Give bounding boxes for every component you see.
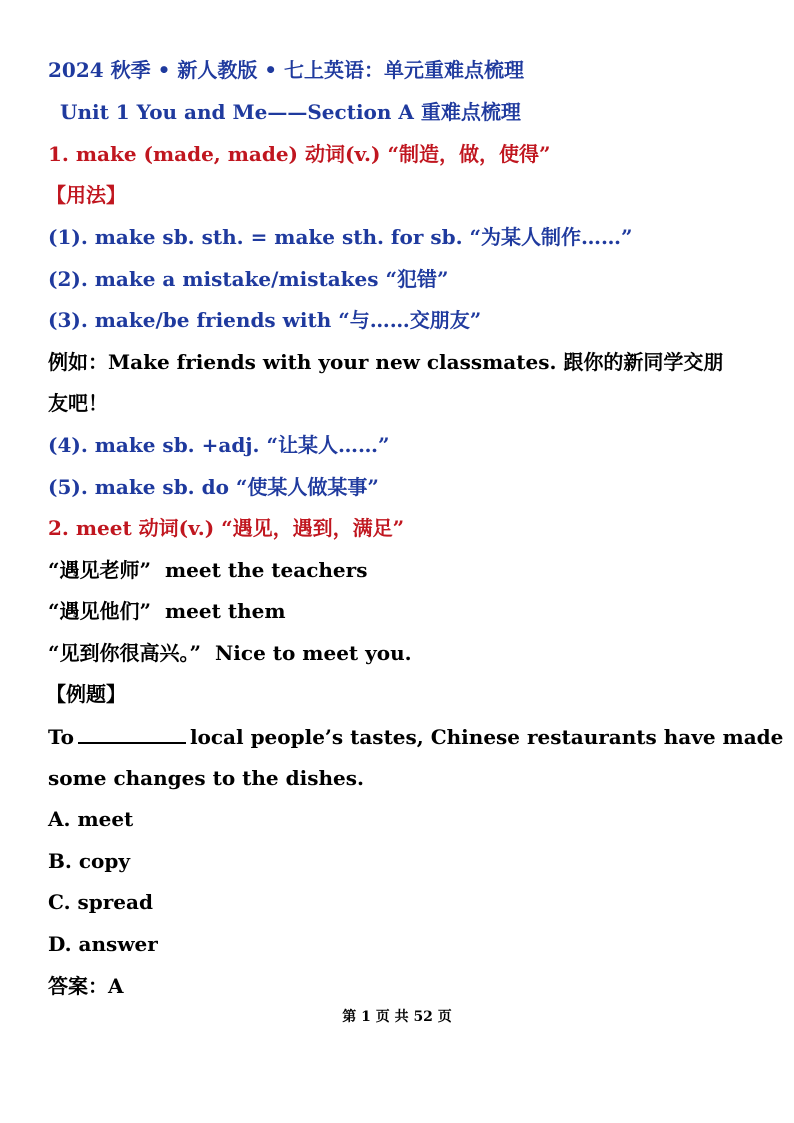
item1-heading: 1. make (made, made) 动词(v.) “制造，做，使得” [48, 142, 551, 166]
option-c: C. spread [48, 890, 153, 914]
item2-heading: 2. meet 动词(v.) “遇见，遇到，满足” [48, 516, 405, 540]
phrase-row [48, 599, 286, 623]
phrase-row [48, 558, 367, 582]
usage-label: 【用法】 [46, 183, 126, 207]
page-number: 第 1 页 共 52 页 [342, 1009, 452, 1025]
example-line-2: 友吧！ [48, 391, 108, 415]
question-rest: local people’s tastes, Chinese restaurants have made [189, 725, 784, 749]
option-a: A. meet [48, 807, 134, 831]
usage-4: (4). make sb. +adj. “让某人……” [48, 433, 390, 457]
exercise-label: 【例题】 [46, 682, 126, 706]
question-line-1 [48, 724, 783, 749]
option-b: B. copy [48, 849, 130, 873]
doc-subtitle: Unit 1 You and Me——Section A 重难点梳理 [60, 100, 521, 124]
phrase-en: meet the teachers [165, 558, 368, 582]
phrase-cn: “遇见老师” [48, 558, 152, 582]
usage-3: (3). make/be friends with “与……交朋友” [48, 308, 482, 332]
usage-1: (1). make sb. sth. = make sth. for sb. “为某人制作……” [48, 225, 633, 249]
phrase-en: meet them [165, 599, 286, 623]
phrase-cn: “遇见他们” [48, 599, 152, 623]
answer-blank [78, 724, 186, 744]
example-line-1: 例如：Make friends with your new classmates. 跟你的新同学交朋 [48, 350, 724, 374]
answer-line: 答案：A [48, 974, 124, 998]
question-start: To [48, 725, 74, 749]
phrase-cn: “见到你很高兴。” [48, 641, 202, 665]
usage-2: (2). make a mistake/mistakes “犯错” [48, 267, 449, 291]
phrase-row [48, 641, 412, 665]
question-line-2: some changes to the dishes. [48, 766, 364, 790]
option-d: D. answer [48, 932, 158, 956]
phrase-en: Nice to meet you. [215, 641, 412, 665]
usage-5: (5). make sb. do “使某人做某事” [48, 475, 379, 499]
doc-title: 2024 秋季 • 新人教版 • 七上英语：单元重难点梳理 [48, 58, 525, 82]
